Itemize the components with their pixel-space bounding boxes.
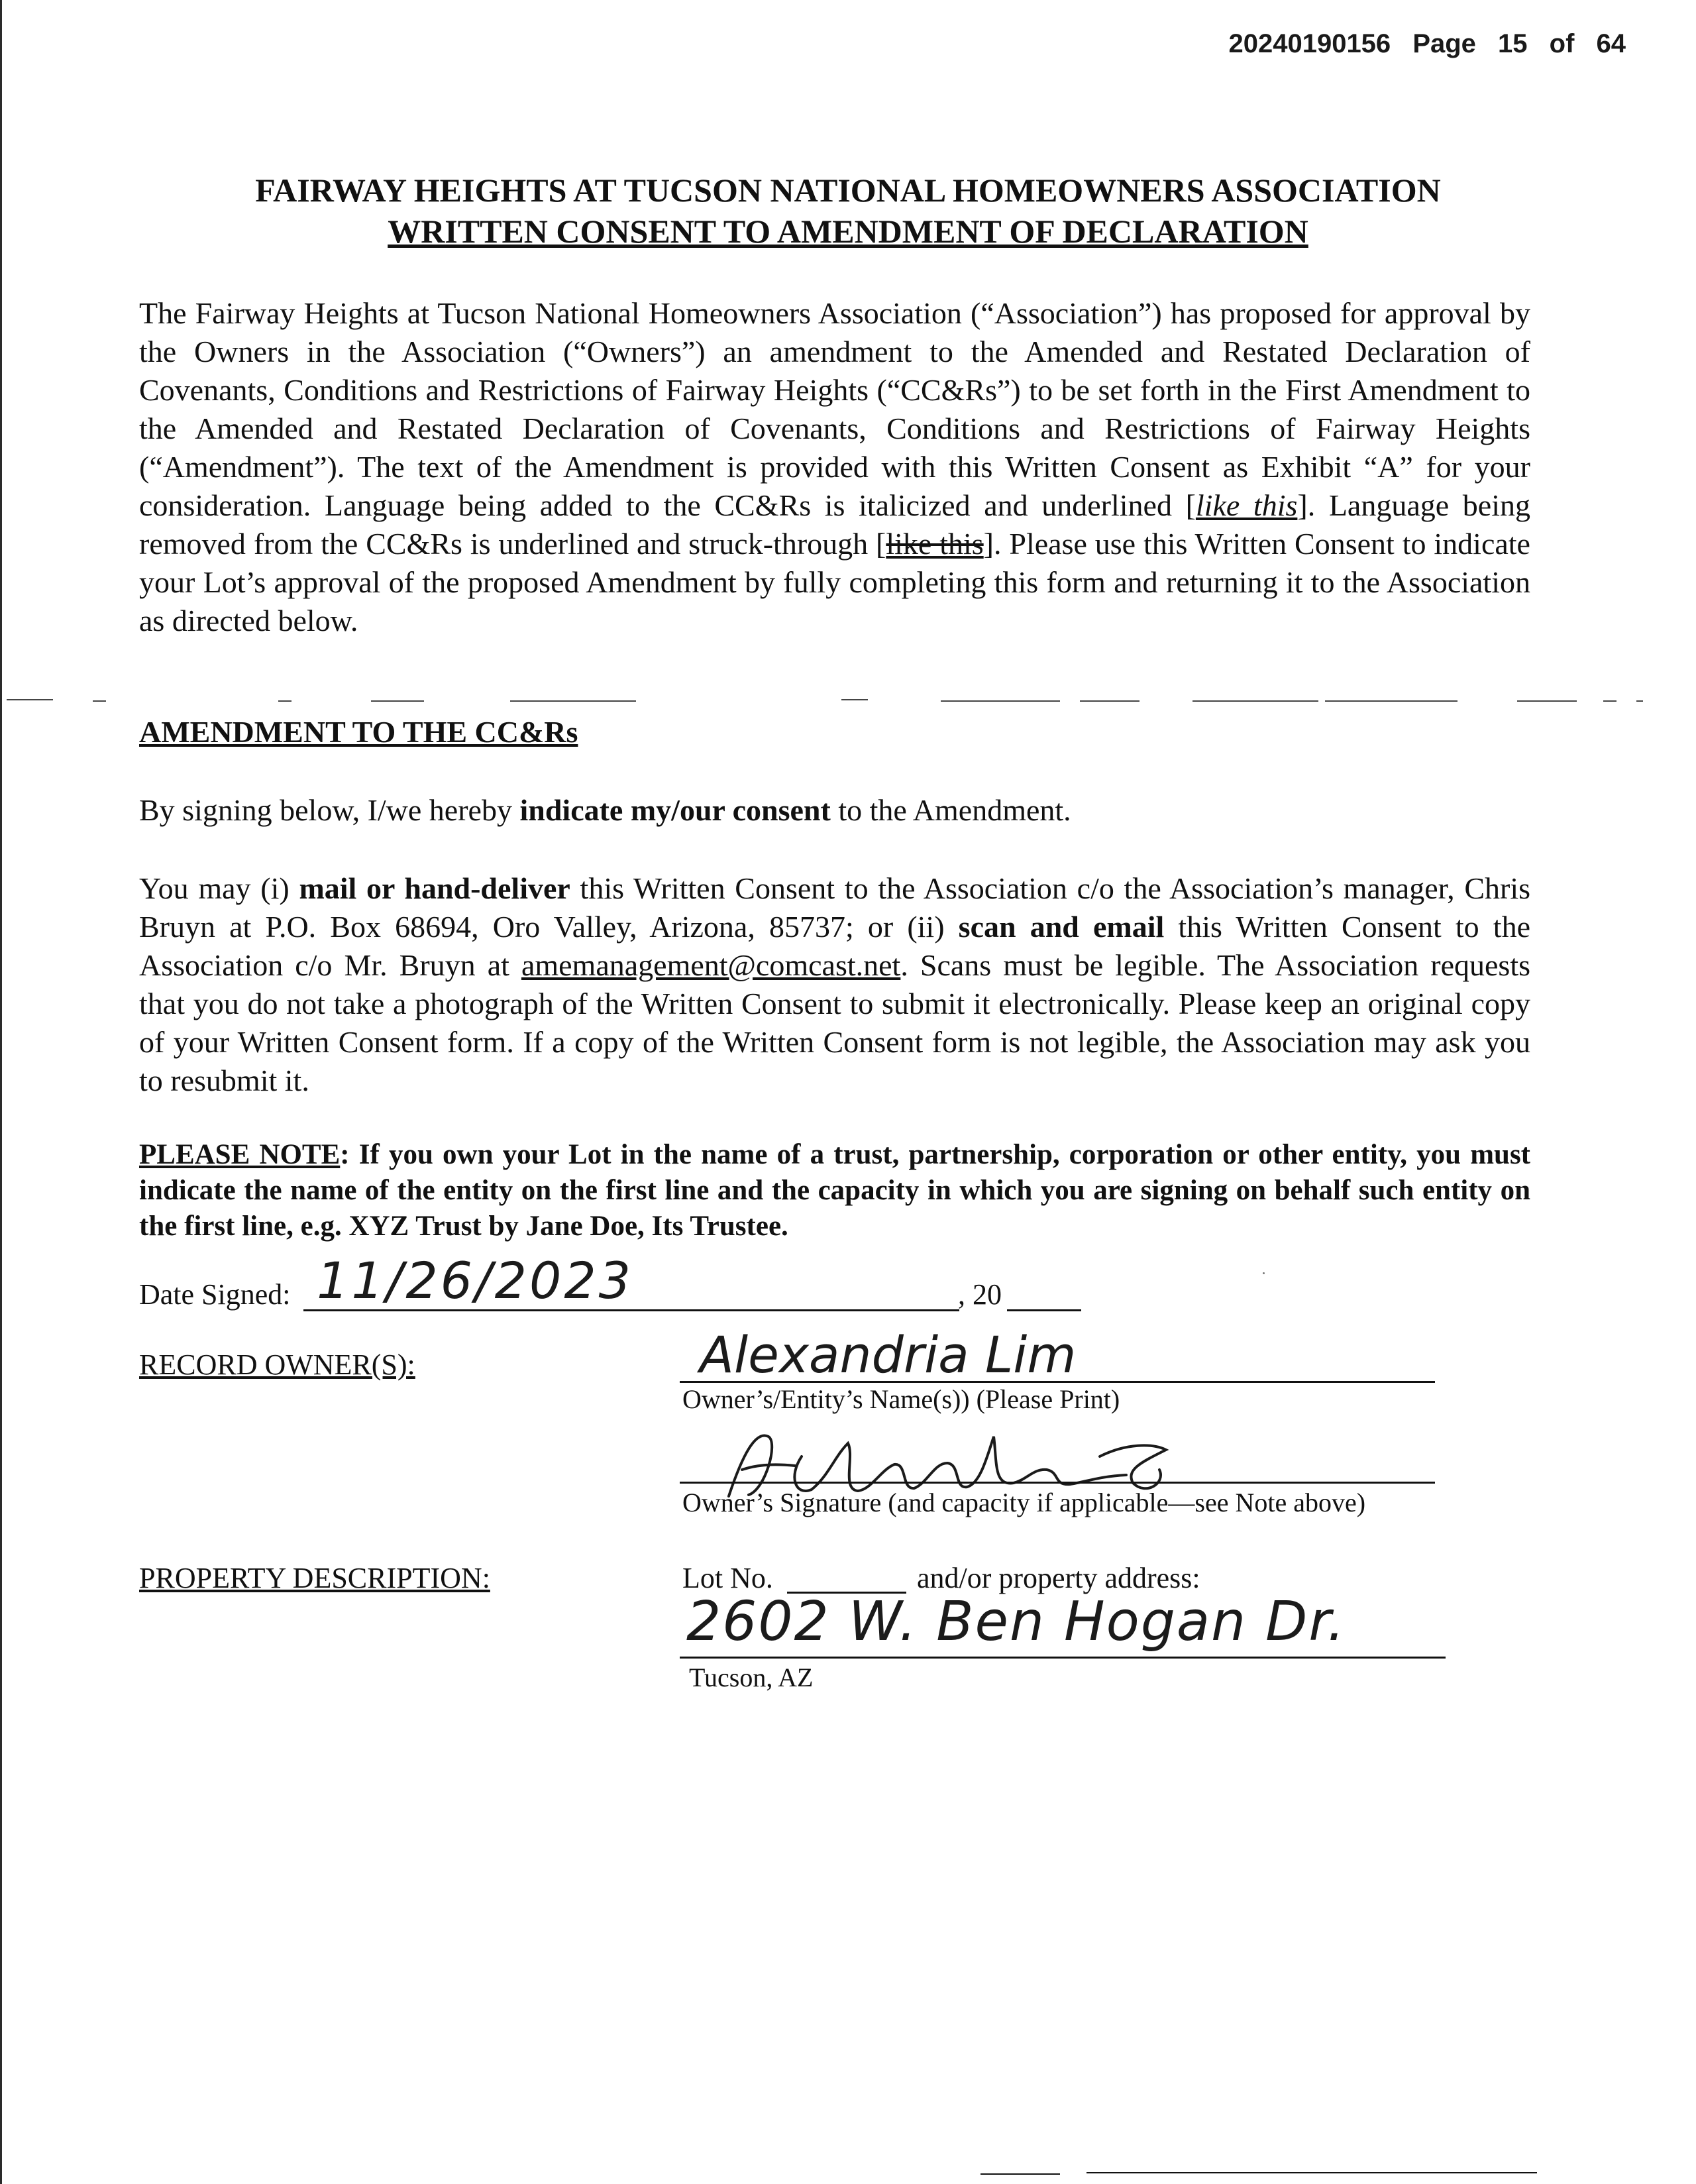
consent-bold: indicate my/our consent bbox=[519, 793, 831, 827]
page-header bbox=[1228, 29, 1626, 59]
note-label: PLEASE NOTE bbox=[139, 1139, 341, 1170]
consent-paragraph bbox=[139, 791, 1530, 830]
added-language-example: like this bbox=[1195, 488, 1298, 522]
year-line bbox=[1007, 1309, 1081, 1311]
delivery-bold-1: mail or hand-deliver bbox=[299, 871, 570, 905]
delivery-text-1: You may (i) bbox=[139, 871, 299, 905]
owner-name-value[interactable]: Alexandria Lim bbox=[700, 1325, 1077, 1384]
consent-text-1: By signing below, I/we hereby bbox=[139, 793, 520, 827]
scan-speck bbox=[1263, 1272, 1265, 1274]
note-text: : If you own your Lot in the name of a trust, partnership, corporation or other entity, you must indicate the name of the entity on the first line and the capacity in which you are signing on behalf such entity on the first line, e.g. XYZ Trust by Jane Doe, Its Trustee. bbox=[139, 1139, 1530, 1242]
intro-text-3: ]. Please use this Written Consent to indicate your Lot’s approval of the proposed Amendment by fully completing this form and returning it to the Association as directed below. bbox=[139, 527, 1530, 637]
lot-number-label: Lot No. bbox=[682, 1562, 773, 1594]
removed-language-example: like this bbox=[886, 527, 984, 561]
record-owner-label: RECORD OWNER(S): bbox=[139, 1348, 415, 1381]
form-title: WRITTEN CONSENT TO AMENDMENT OF DECLARATION bbox=[388, 213, 1308, 250]
delivery-bold-2: scan and email bbox=[958, 910, 1165, 944]
delivery-text-3: this Written Consent to the Association c/o Mr. Bruyn at bbox=[139, 910, 1530, 982]
year-prefix: , 20 bbox=[958, 1278, 1002, 1311]
intro-paragraph bbox=[139, 294, 1530, 640]
note-paragraph bbox=[139, 1137, 1530, 1244]
scan-bottom-mark bbox=[980, 2173, 1060, 2175]
intro-text-1: The Fairway Heights at Tucson National Homeowners Association (“Association”) has proposed for approval by the Owners in the Association (“Owners”) an amendment to the Amended and Restated Declaration of Covenants, Conditions and Restrictions of Fairway Heights (“CC&Rs”) to be set forth in the First Amendment to the Amended and Restated Declaration of Covenants, Conditions and Restrictions of Fairway Heights (“Amendment”). The text of the Amendment is provided with this Written Consent as Exhibit “A” for your consideration. Language being added to the CC&Rs is italicized and underlined [ bbox=[139, 296, 1530, 522]
delivery-paragraph bbox=[139, 869, 1530, 1100]
intro-text-2: ]. Language being removed from the CC&Rs is underlined and struck-through [ bbox=[139, 488, 1530, 561]
property-address-line bbox=[680, 1657, 1446, 1659]
city-caption: Tucson, AZ bbox=[689, 1663, 814, 1692]
date-signed-value[interactable]: 11/26/2023 bbox=[317, 1251, 634, 1310]
association-title: FAIRWAY HEIGHTS AT TUCSON NATIONAL HOMEOWNERS ASSOCIATION bbox=[255, 172, 1441, 209]
consent-text-2: to the Amendment. bbox=[830, 793, 1071, 827]
signature-caption: Owner’s Signature (and capacity if applicable—see Note above) bbox=[682, 1488, 1366, 1517]
date-signed-label: Date Signed: bbox=[139, 1278, 291, 1311]
property-address-value[interactable]: 2602 W. Ben Hogan Dr. bbox=[686, 1590, 1346, 1653]
delivery-text-4: . Scans must be legible. The Association requests that you do not take a photograph of the Written Consent to submit it electronically. Please keep an original copy of your Written Consent form. If a copy of the Written Consent form is not legible, the Association may ask you to resubmit it. bbox=[139, 948, 1531, 1097]
signature-line bbox=[680, 1482, 1435, 1484]
property-address-label: and/or property address: bbox=[917, 1562, 1200, 1594]
section-heading: AMENDMENT TO THE CC&Rs bbox=[139, 715, 578, 749]
property-description-label: PROPERTY DESCRIPTION: bbox=[139, 1562, 490, 1594]
scan-edge bbox=[0, 0, 2, 2184]
delivery-text-2: this Written Consent to the Association c/o the Association’s manager, Chris Bruyn at P.O. Box 68694, Oro Valley, Arizona, 85737; or (ii) bbox=[139, 871, 1530, 944]
document-number: 20240190156 bbox=[1228, 29, 1391, 58]
page-number: Page 15 of 64 bbox=[1412, 29, 1626, 58]
owner-name-caption: Owner’s/Entity’s Name(s)) (Please Print) bbox=[682, 1384, 1120, 1414]
manager-email-link[interactable]: amemanagement@comcast.net bbox=[521, 948, 901, 982]
scan-bottom-line bbox=[1086, 2172, 1537, 2173]
owner-name-line bbox=[680, 1381, 1435, 1383]
scan-artifact-dashes bbox=[0, 694, 1696, 708]
